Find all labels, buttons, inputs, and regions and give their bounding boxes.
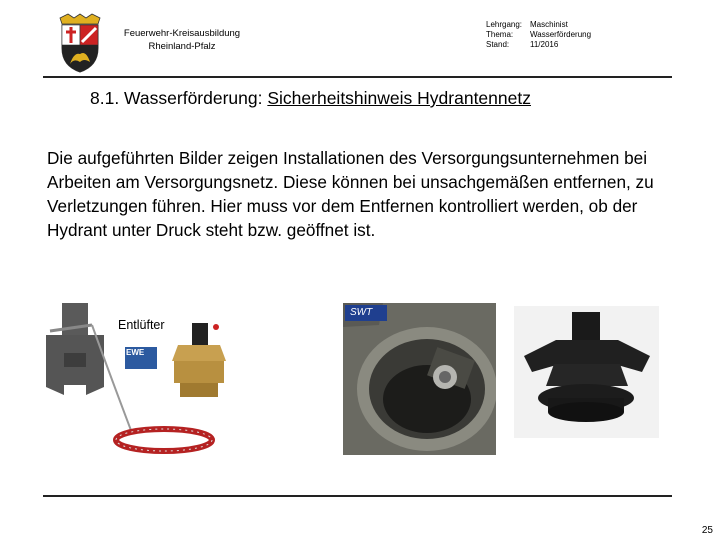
meta-key: Lehrgang: — [486, 20, 523, 29]
course-meta — [486, 20, 591, 50]
title-underlined: Sicherheitshinweis Hydrantennetz — [267, 88, 531, 108]
page-number: 25 — [701, 525, 713, 536]
organization-name — [118, 27, 246, 53]
ewe-logo: EWE — [126, 348, 145, 357]
header-divider — [43, 76, 672, 78]
meta-row-date — [486, 40, 591, 50]
org-line-2: Rheinland-Pfalz — [148, 41, 216, 52]
title-prefix: 8.1. Wasserförderung: — [90, 88, 268, 108]
slide-body-text: Die aufgeführten Bilder zeigen Installationen des Versorgungsunternehmen bei Arbeiten am Versorgungsnetz. Diese können bei unsachgemäßen entfernen, zu Verletzungen führen. Hier muss vor dem Entfernen kontrolliert werden, ob der Hydrant unter Druck steht bzw. geöffnet ist. — [47, 148, 654, 240]
meta-row-course — [486, 20, 591, 30]
slide-title — [90, 88, 531, 109]
meta-value: 11/2016 — [530, 40, 559, 49]
vent-caption: Entlüfter — [118, 318, 165, 332]
meta-row-topic — [486, 30, 591, 40]
hydrant-fitting-image — [514, 306, 659, 438]
hydrant-shaft-photo — [343, 303, 496, 455]
swt-logo: SWT — [350, 307, 373, 318]
meta-value: Wasserförderung — [530, 30, 592, 39]
meta-key: Stand: — [486, 40, 510, 49]
meta-key: Thema: — [486, 30, 514, 39]
footer-divider — [43, 495, 672, 497]
meta-value: Maschinist — [530, 20, 568, 29]
org-line-1: Feuerwehr-Kreisausbildung — [123, 28, 241, 39]
rhineland-palatinate-crest-logo — [52, 12, 108, 74]
